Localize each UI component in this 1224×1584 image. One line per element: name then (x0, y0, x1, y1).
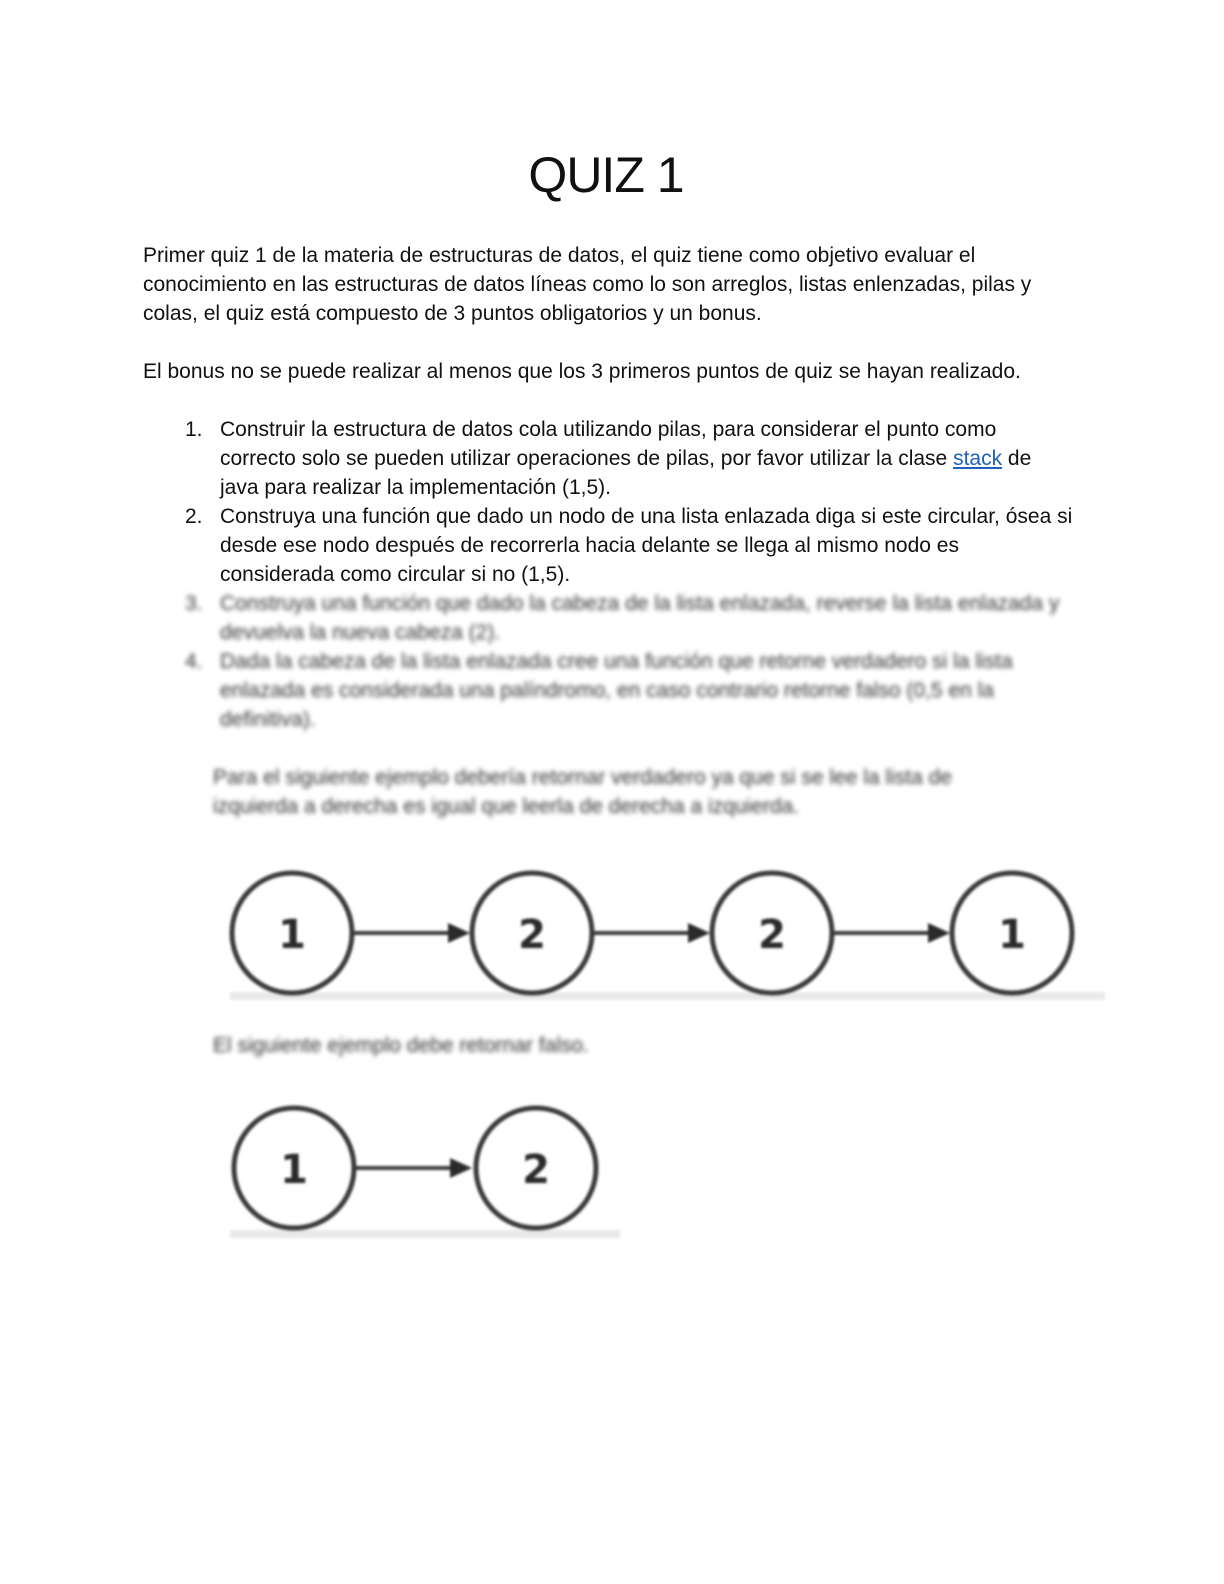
node-label: 2 (758, 912, 786, 958)
linked-list-diagram-true (0, 860, 1224, 1010)
list-item (143, 502, 1073, 589)
node-label: 1 (998, 912, 1026, 958)
item-number: 3. (185, 592, 203, 615)
item-text: Construir la estructura de datos cola utilizando pilas, para considerar el punto como correcto solo se pueden utilizar operaciones de pilas, por favor utilizar la clase (220, 418, 997, 470)
intro-paragraph: Primer quiz 1 de la materia de estructuras de datos, el quiz tiene como objetivo evaluar el conocimiento en las estructuras de datos líneas como lo son arreglos, listas enlenzadas, pilas y colas, el quiz está compuesto de 3 puntos obligatorios y un bonus. (143, 244, 1032, 325)
page-title: QUIZ 1 (528, 147, 684, 203)
arrow-head (928, 923, 950, 943)
diagram-shadow (230, 992, 1105, 1000)
item-number: 1. (185, 418, 203, 441)
node-label: 2 (518, 912, 546, 958)
list-item (143, 647, 1073, 734)
arrow-head (448, 923, 470, 943)
item-text: de java para realizar la implementación (1,5). (220, 447, 1032, 499)
item-text: Dada la cabeza de la lista enlazada cree una función que retorne verdadero si la lista enlazada es considerada una palíndromo, en caso contrario retorne falso (0,5 en la definitiva). (220, 650, 1013, 731)
arrow-head (688, 923, 710, 943)
item-text: Construya una función que dado un nodo de una lista enlazada diga si este circular, ósea si desde ese nodo después de recorrerla hacia delante se llega al mismo nodo es considerada como circular si no (1,5). (220, 505, 1073, 586)
list-item (143, 589, 1073, 647)
item-number: 2. (185, 505, 203, 528)
node-label: 1 (278, 912, 306, 958)
node-label: 1 (280, 1147, 308, 1193)
linked-list-diagram-false (0, 1098, 1224, 1248)
item-number: 4. (185, 650, 203, 673)
example-false-text: El siguiente ejemplo debe retornar falso. (213, 1034, 589, 1057)
stack-link[interactable]: stack (953, 447, 1003, 470)
list-item (143, 415, 1073, 502)
item-text: Construya una función que dado la cabeza de la lista enlazada, reverse la lista enlazada y devuelva la nueva cabeza (2). (220, 592, 1060, 644)
diagram-shadow (230, 1230, 620, 1238)
arrow-head (450, 1158, 472, 1178)
node-label: 2 (522, 1147, 550, 1193)
quiz-items-list (143, 415, 1073, 734)
example-true-text: Para el siguiente ejemplo debería retornar verdadero ya que si se lee la lista de izquierda a derecha es igual que leerla de derecha a izquierda. (213, 766, 952, 818)
bonus-note: El bonus no se puede realizar al menos que los 3 primeros puntos de quiz se hayan realizado. (143, 360, 1021, 383)
